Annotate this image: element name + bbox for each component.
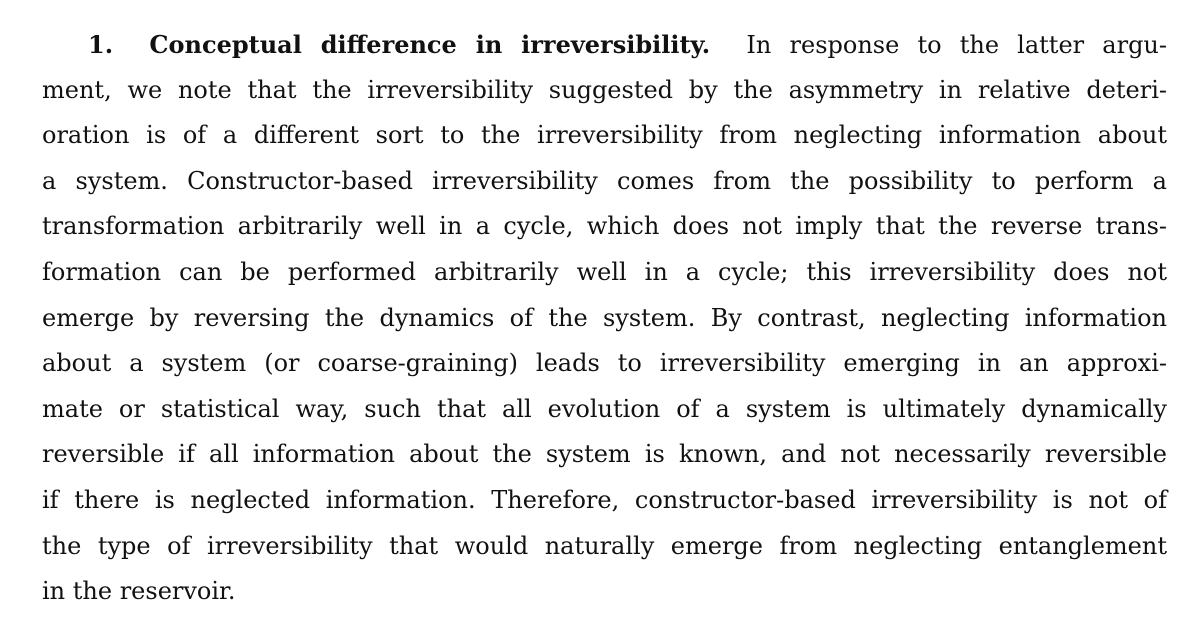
paragraph-line-10: reversible if all information about the system is known, and not necessarily reversible xyxy=(42,440,1167,469)
paragraph-line-8: about a system (or coarse-graining) leads to irreversibility emerging in an approxi- xyxy=(42,349,1167,378)
paragraph-line-1 xyxy=(42,22,1167,68)
paragraph-line-2: ment, we note that the irreversibility suggested by the asymmetry in relative deteri- xyxy=(42,75,1167,104)
paragraph-line-11: if there is neglected information. Therefore, constructor-based irreversibility is not of xyxy=(42,485,1167,514)
paragraph xyxy=(42,22,1167,615)
paragraph-line-7: emerge by reversing the dynamics of the system. By contrast, neglecting information xyxy=(42,303,1167,332)
paragraph-line-5: transformation arbitrarily well in a cycle, which does not imply that the reverse trans- xyxy=(42,212,1167,241)
heading-number: 1. xyxy=(88,30,114,59)
paragraph-line-13: in the reservoir. xyxy=(42,577,236,606)
paragraph-line-text: In response to the latter argu- xyxy=(746,31,1167,59)
heading-title: Conceptual difference in irreversibility. xyxy=(149,30,711,59)
paragraph-line-12: the type of irreversibility that would naturally emerge from neglecting entanglement xyxy=(42,531,1167,560)
paragraph-line-4: a system. Constructor-based irreversibility comes from the possibility to perform a xyxy=(42,166,1167,195)
paragraph-line-6: formation can be performed arbitrarily well in a cycle; this irreversibility does not xyxy=(42,257,1167,286)
paragraph-line-9: mate or statistical way, such that all evolution of a system is ultimately dynamically xyxy=(42,394,1167,423)
paragraph-line-3: oration is of a different sort to the irreversibility from neglecting information about xyxy=(42,121,1167,150)
